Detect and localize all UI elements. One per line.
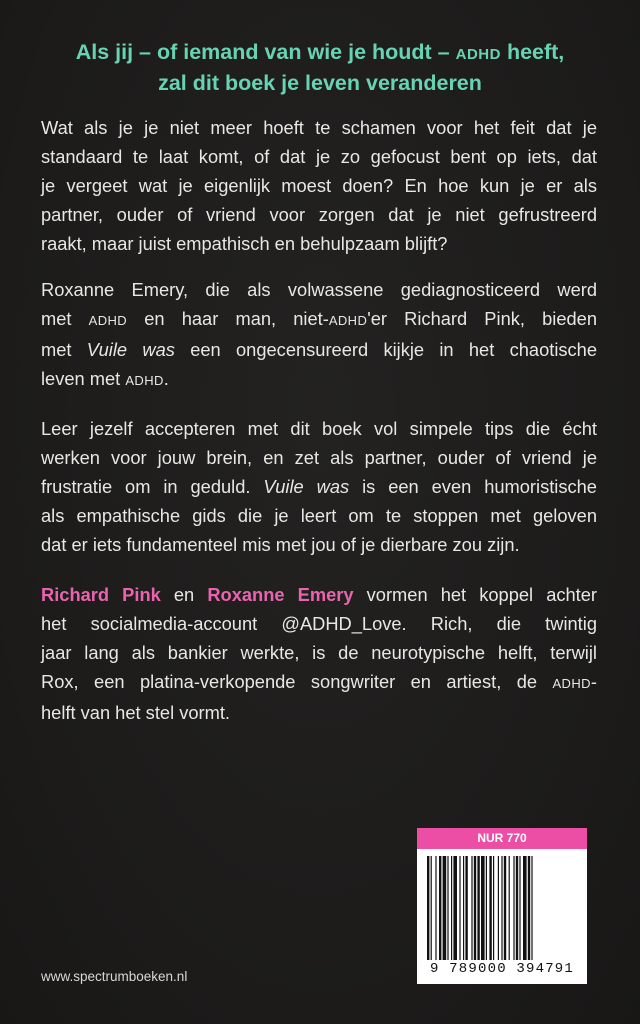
book-title: Vuile was bbox=[86, 339, 175, 360]
text-line: dat er iets fundamenteel mis met jou of je dierbare zou zijn. bbox=[41, 534, 520, 555]
author-bio bbox=[41, 580, 597, 727]
text-line: partner, ouder of vriend voor zorgen dat je niet gefrustreerd bbox=[41, 204, 597, 225]
headline-line1-end: heeft, bbox=[500, 40, 565, 64]
blurb-paragraph-1 bbox=[41, 113, 597, 258]
text-line: met ADHD en haar man, niet-ADHD'er Richard Pink, bieden bbox=[41, 308, 598, 329]
text-line: Rox, een platina-verkopende songwriter en artiest, de ADHD- bbox=[41, 671, 597, 692]
blurb-paragraph-2 bbox=[41, 275, 597, 395]
publisher-website: www.spectrumboeken.nl bbox=[41, 969, 188, 984]
text-line: jaar lang als bankier werkte, is de neurotypische helft, terwijl bbox=[41, 642, 597, 663]
blurb-paragraph-3 bbox=[41, 414, 597, 559]
text-line: Richard Pink en Roxanne Emery vormen het koppel achter bbox=[41, 584, 598, 605]
headline-acronym: ADHD bbox=[455, 46, 501, 63]
author-name-richard: Richard Pink bbox=[41, 584, 161, 605]
text-line: het socialmedia-account @ADHD_Love. Rich, die twintig bbox=[41, 613, 597, 634]
text-line: werken voor jouw brein, en zet als partner, ouder of vriend je bbox=[41, 447, 597, 468]
author-name-roxanne: Roxanne Emery bbox=[207, 584, 354, 605]
acronym: ADHD bbox=[125, 373, 164, 388]
acronym: ADHD bbox=[328, 313, 368, 328]
text-line: Roxanne Emery, die als volwassene gediagnosticeerd werd bbox=[41, 279, 597, 300]
acronym: ADHD bbox=[552, 676, 591, 691]
text-line: helft van het stel vormt. bbox=[41, 702, 230, 723]
acronym: ADHD bbox=[88, 313, 128, 328]
nur-code: NUR 770 bbox=[417, 828, 587, 849]
text-line: je vergeet wat je eigenlijk moest doen? En hoe kun je er als bbox=[41, 175, 597, 196]
text-line: standaard te laat komt, of dat je zo gefocust bent op iets, dat bbox=[41, 146, 597, 167]
book-title: Vuile was bbox=[263, 476, 350, 497]
text-line: frustratie om in geduld. Vuile was is een even humoristische bbox=[41, 476, 597, 497]
text-line: Leer jezelf accepteren met dit boek vol simpele tips die écht bbox=[41, 418, 597, 439]
text-line: Wat als je je niet meer hoeft te schamen voor het feit dat je bbox=[41, 117, 597, 138]
text-line: leven met ADHD. bbox=[41, 368, 169, 389]
headline-line1-start: Als jij – of iemand van wie je houdt – bbox=[75, 40, 456, 64]
barcode-icon bbox=[425, 856, 579, 960]
headline-line2: zal dit boek je leven veranderen bbox=[158, 71, 482, 95]
text-line: als empathische gids die je leert om te stoppen met geloven bbox=[41, 505, 597, 526]
text-line: met Vuile was een ongecensureerd kijkje in het chaotische bbox=[41, 339, 598, 360]
barcode-label bbox=[417, 828, 587, 984]
text-line: raakt, maar juist empathisch en behulpzaam blijft? bbox=[41, 233, 448, 254]
headline bbox=[20, 38, 620, 97]
isbn-number: 9 789000 394791 bbox=[429, 961, 575, 977]
